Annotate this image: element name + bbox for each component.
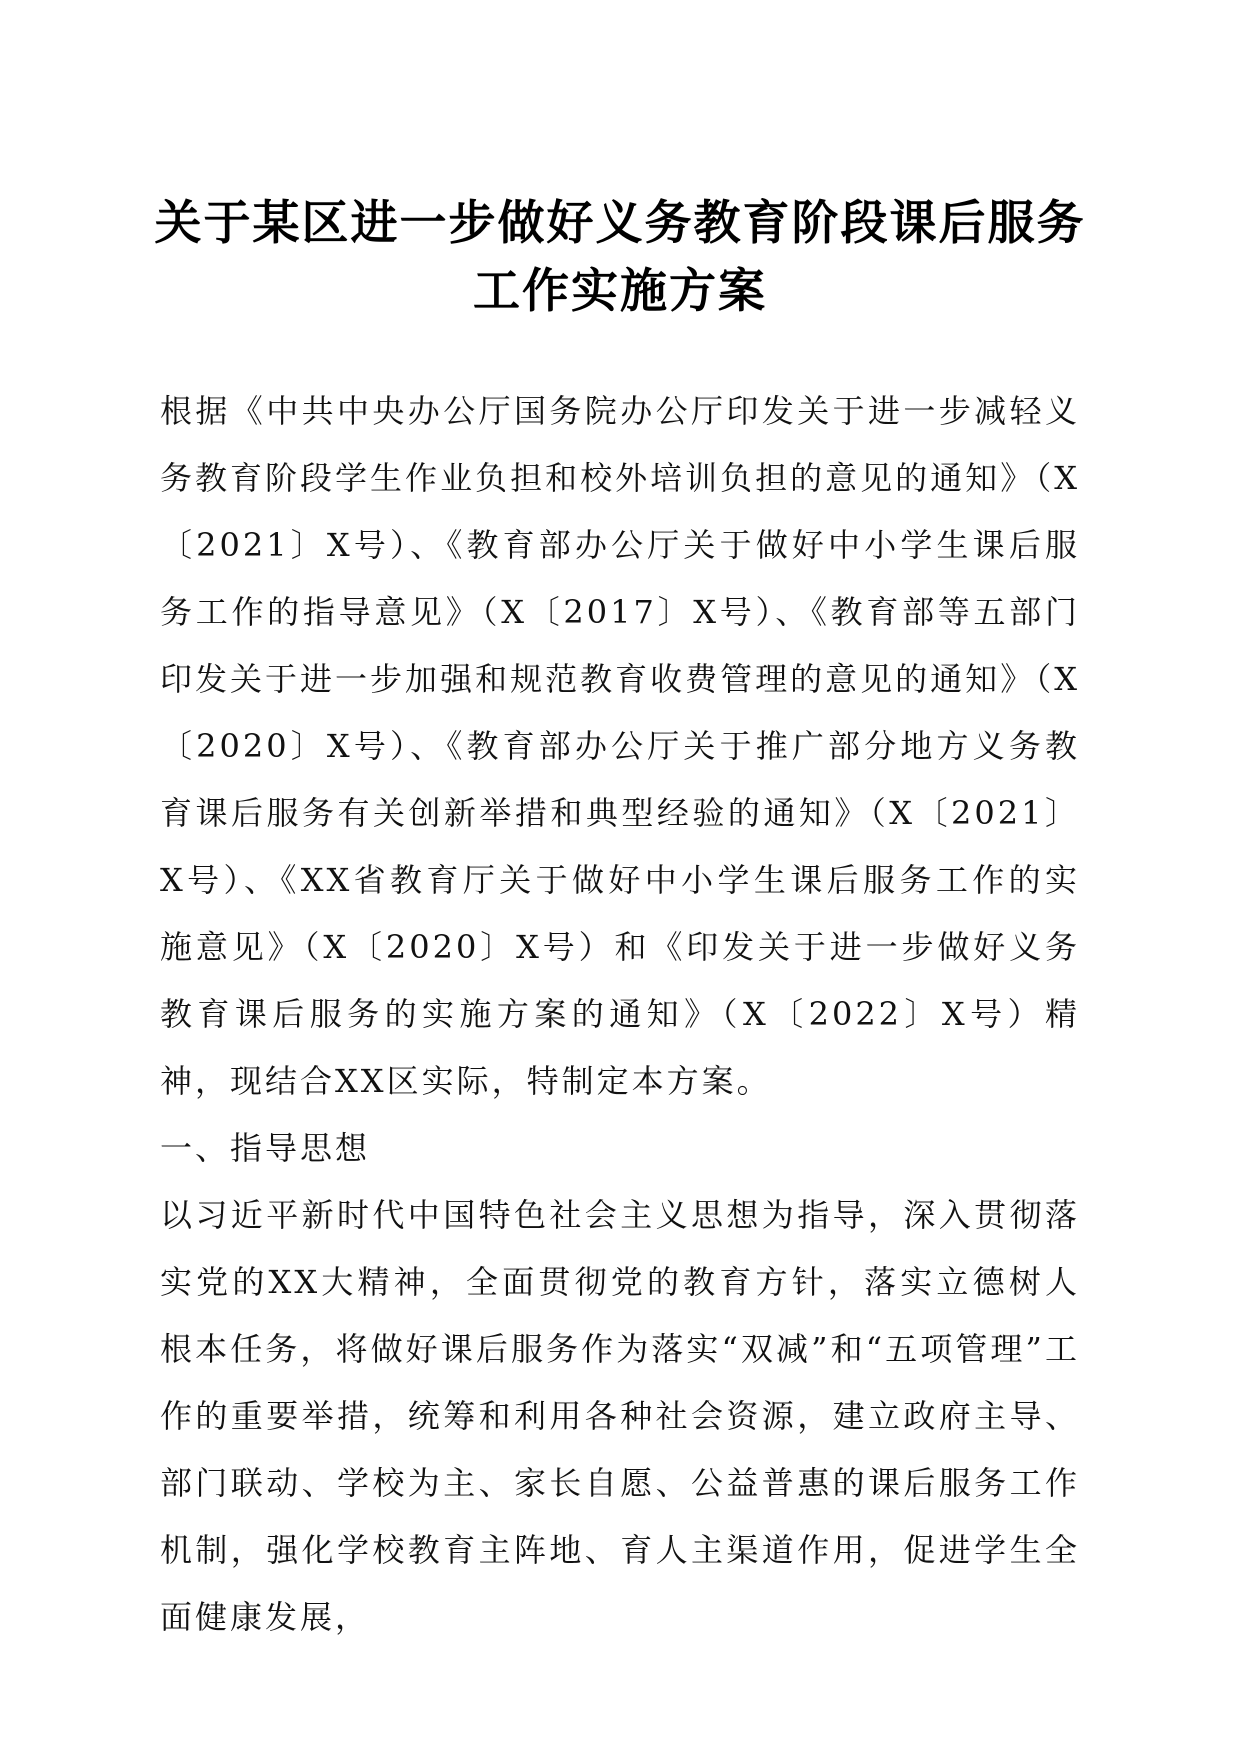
guiding-ideology-paragraph: 以习近平新时代中国特色社会主义思想为指导，深入贯彻落实党的XX大精神，全面贯彻党的教育方针，落实立德树人根本任务，将做好课后服务作为落实“双减”和“五项管理”工作的重要举措，统筹和利用各种社会资源，建立政府主导、部门联动、学校为主、家长自愿、公益普惠的课后服务工作机制，强化学校教育主阵地、育人主渠道作用，促进学生全面健康发展，: [160, 1196, 1080, 1636]
document-body: [160, 378, 1080, 1651]
section-heading-guiding-ideology: 一、指导思想: [160, 1129, 371, 1167]
intro-paragraph: 根据《中共中央办公厅国务院办公厅印发关于进一步减轻义务教育阶段学生作业负担和校外培训负担的意见的通知》（X〔2021〕X号）、《教育部办公厅关于做好中小学生课后服务工作的指导意见》（X〔2017〕X号）、《教育部等五部门印发关于进一步加强和规范教育收费管理的意见的通知》（X〔2020〕X号）、《教育部办公厅关于推广部分地方义务教育课后服务有关创新举措和典型经验的通知》（X〔2021〕X号）、《XX省教育厅关于做好中小学生课后服务工作的实施意见》（X〔2020〕X号）和《印发关于进一步做好义务教育课后服务的实施方案的通知》（X〔2022〕X号）精神，现结合XX区实际，特制定本方案。: [160, 392, 1080, 1100]
document-title: 关于某区进一步做好义务教育阶段课后服务工作实施方案: [154, 196, 1086, 319]
